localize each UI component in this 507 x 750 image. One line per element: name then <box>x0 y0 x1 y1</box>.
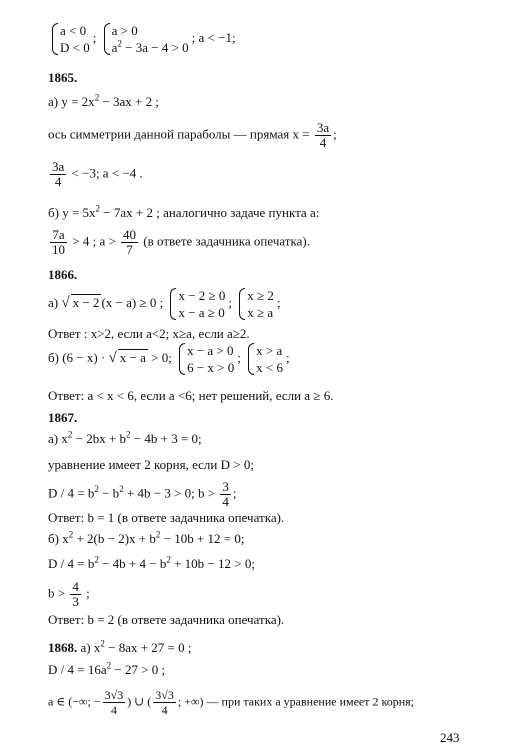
text-line: уравнение имеет 2 корня, если D > 0; <box>48 457 254 472</box>
problem-number: 1866. <box>48 267 78 282</box>
answer-line: Ответ: b = 1 (в ответе задачника опечатка). <box>48 510 285 525</box>
answer-line: Ответ : x>2, если a<2; x≥a, если a≥2. <box>48 326 250 341</box>
text-line: ось симметрии данной параболы — прямая x = $\frac{3a}{4}$ ; <box>48 120 337 150</box>
formula-line: а) $y = 2x^2 - 3ax + 2$ ; <box>48 92 159 109</box>
formula-line: а) √ x − 2 (x − a) ≥ 0 ; x − 2 ≥ 0 x − a ≥ 0 ; x ≥ 2 x ≥ a ; <box>48 288 281 320</box>
problem-number: 1868. <box>48 640 78 655</box>
system-brace: x − a > 0 6 − x > 0 <box>178 342 234 376</box>
system-brace: a < 0 D < 0 <box>51 22 90 56</box>
sqrt: x − 2 <box>72 294 100 310</box>
formula-line: 1868. а) $x^2 - 8ax + 27 = 0$ ; <box>48 638 192 655</box>
formula-line: $D / 4 = 16a^2 - 27 > 0$ ; <box>48 660 166 677</box>
system-brace: x > a x < 6 <box>247 342 283 376</box>
system-brace: x − 2 ≥ 0 x − a ≥ 0 <box>169 287 225 321</box>
formula-line: б) $x^2 + 2(b - 2)x + b^2 - 10b + 12 = 0$; <box>48 529 245 546</box>
page-number: 243 <box>440 730 460 745</box>
formula-line: а) $x^2 - 2bx + b^2 - 4b + 3 = 0$; <box>48 429 202 446</box>
fraction: $\frac{3√3}{4}$ <box>155 688 174 717</box>
fraction: $\frac{40}{7}$ <box>123 227 137 257</box>
system-brace: a > 0 $a^2 - 3a - 4 > 0$ <box>103 22 189 56</box>
answer-line: Ответ: b = 2 (в ответе задачника опечатка). <box>48 612 285 627</box>
system-line: a < 0 D < 0 ; a > 0 $a^2 - 3a - 4 > 0$ ; a < −1; <box>48 22 236 56</box>
formula-line: $\frac{3a}{4}$ < −3; a < −4 . <box>52 159 143 189</box>
formula-line: б) (6 − x) · √ x − a > 0; x − a > 0 6 − x > 0 ; x > a x < 6 ; <box>48 343 290 375</box>
sqrt: x − a <box>119 349 146 365</box>
problem-number: 1867. <box>48 410 78 425</box>
formula-line: б) $y = 5x^2 - 7ax + 2$ ; аналогично задаче пункта а: <box>48 203 320 220</box>
formula-line: $\frac{7a}{10}$ > 4 ; a > $\frac{40}{7}$ (в ответе задачника опечатка). <box>52 227 310 257</box>
problem-number: 1865. <box>48 70 78 85</box>
fraction: $\frac{3a}{4}$ <box>316 120 330 150</box>
fraction: $\frac{3a}{4}$ <box>52 159 65 189</box>
fraction: $\frac{4}{3}$ <box>72 579 79 609</box>
answer-line: Ответ: a < x < 6, если a <6; нет решений, если a ≥ 6. <box>48 388 334 403</box>
fraction: $\frac{7a}{10}$ <box>52 227 65 257</box>
formula-line: $D / 4 = b^2 - 4b + 4 - b^2 + 10b - 12 > 0$; <box>48 554 255 571</box>
system-brace: x ≥ 2 x ≥ a <box>238 287 274 321</box>
formula-line: b > $\frac{4}{3}$ ; <box>48 579 90 609</box>
formula-line: $D / 4 = b^2 - b^2 + 4b - 3 > 0$; b > $\frac{3}{4}$ ; <box>48 479 237 509</box>
fraction: $\frac{3√3}{4}$ <box>104 688 124 717</box>
formula-line: a ∈ (−∞; − $\frac{3√3}{4}$ ) ∪ ( $\frac{3√3}{4}$ ; +∞) — при таких a уравнение имеет 2 корня; <box>48 688 414 717</box>
fraction: $\frac{3}{4}$ <box>222 479 229 509</box>
